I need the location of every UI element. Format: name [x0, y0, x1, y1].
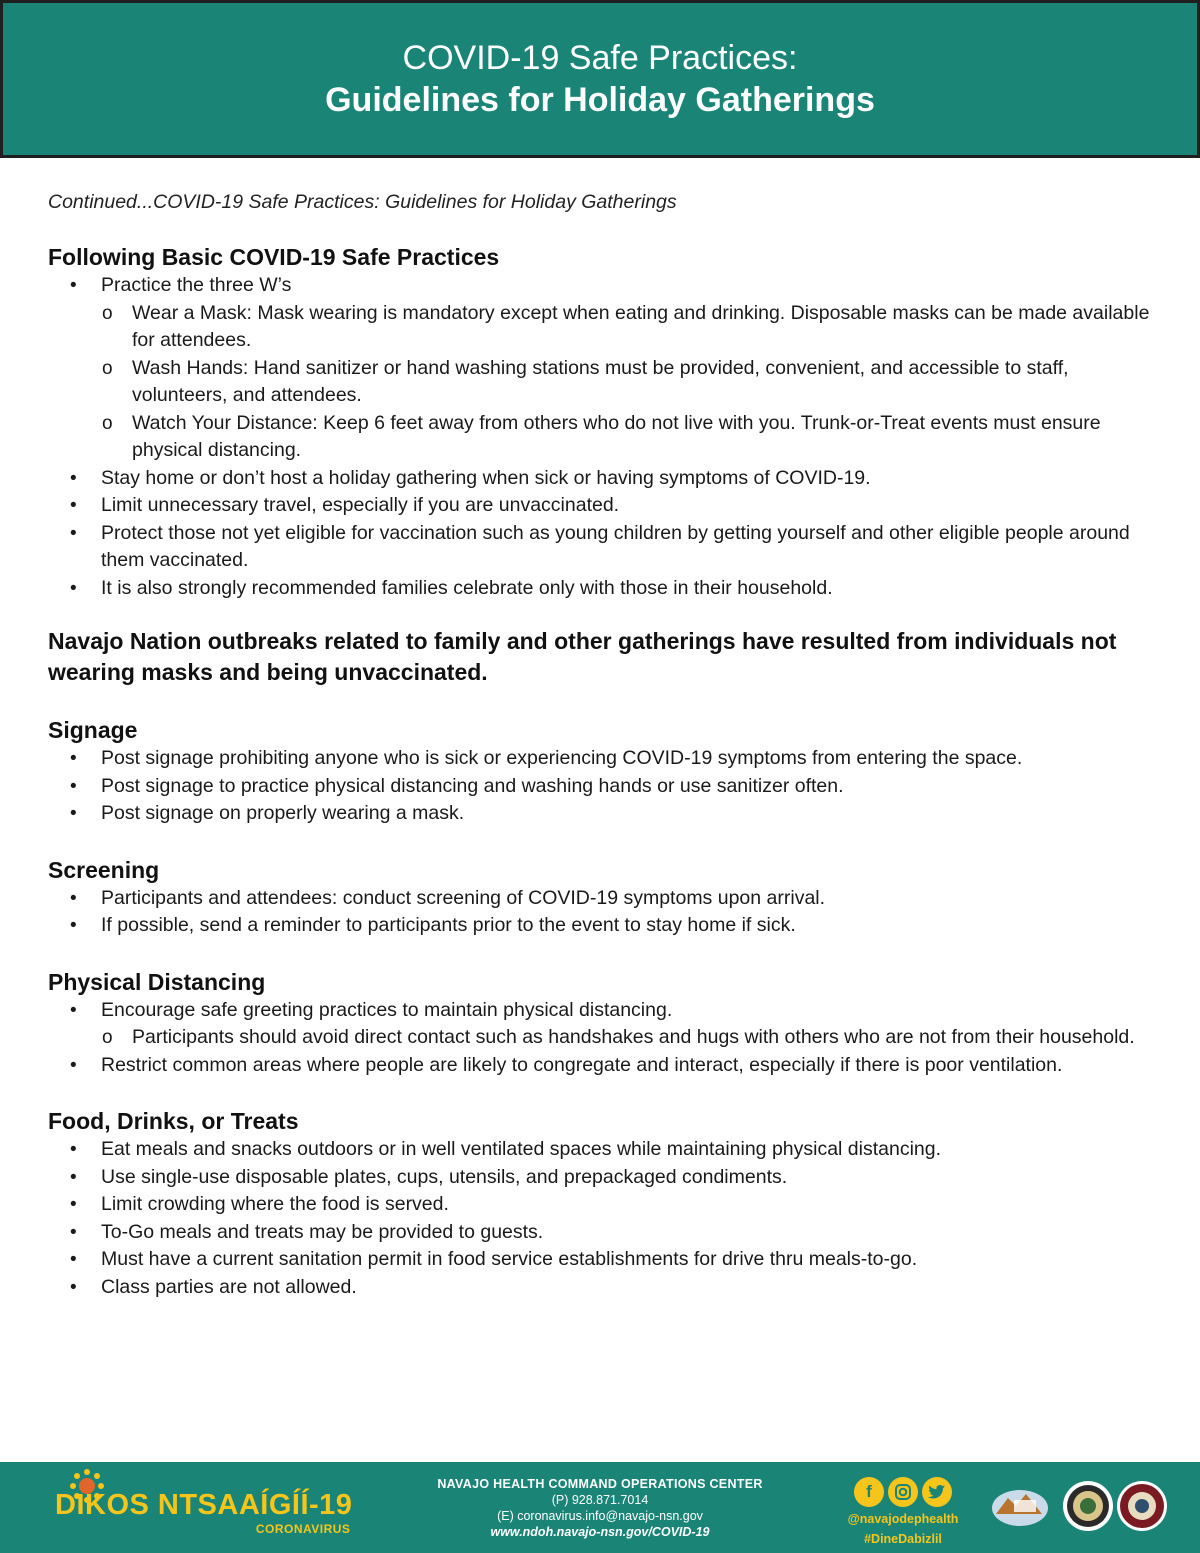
email-link[interactable]: (E) coronavirus.info@navajo-nsn.gov	[497, 1509, 703, 1523]
page-footer	[0, 1462, 1200, 1553]
social-hashtag: #DineDabizlil	[864, 1532, 942, 1546]
section-signage	[48, 715, 1158, 828]
bullet-icon: •	[70, 775, 77, 797]
bullet-icon: •	[70, 887, 77, 909]
section-title: Food, Drinks, or Treats	[48, 1108, 299, 1134]
section-title: Physical Distancing	[48, 968, 266, 995]
phone-text: (P) 928.871.7014	[551, 1493, 649, 1507]
social-handle[interactable]: @navajodephealth	[847, 1512, 959, 1526]
sub-item-text: Wear a Mask: Mask wearing is mandatory except when eating and drinking. Disposable masks can be made available for attendees.	[132, 301, 1150, 351]
bullet-icon: •	[70, 522, 77, 544]
bullet-icon: •	[70, 748, 77, 769]
list-item-text: Encourage safe greeting practices to maintain physical distancing.	[101, 998, 673, 1021]
list-item-text: Limit crowding where the food is served.	[101, 1193, 449, 1215]
instagram-icon[interactable]	[888, 1477, 918, 1507]
list-item	[48, 1274, 1158, 1302]
sub-bullet-icon: o	[102, 1027, 113, 1048]
sub-list	[101, 1024, 1158, 1052]
bullet-icon: •	[70, 1139, 77, 1160]
list-item	[48, 520, 1158, 575]
social-block	[840, 1477, 966, 1547]
section-screening	[48, 855, 1158, 940]
outbreak-statement: Navajo Nation outbreaks related to family and other gatherings have resulted from individuals not wearing masks and being unvaccinated.	[48, 628, 1117, 685]
brand-subtitle: CORONAVIRUS	[255, 1522, 351, 1536]
continued-note: Continued...COVID-19 Safe Practices: Guidelines for Holiday Gatherings	[48, 191, 677, 213]
bullet-icon: •	[70, 495, 77, 516]
header-title-line1: COVID-19 Safe Practices:	[402, 39, 798, 77]
section-title: Screening	[48, 856, 160, 883]
sub-list-item	[101, 355, 1158, 410]
social-icons	[840, 1477, 966, 1507]
sub-list-item	[101, 410, 1158, 465]
bullet-icon: •	[70, 1249, 77, 1270]
list-item-text: Must have a current sanitation permit in food service establishments for drive thru meals-to-go.	[101, 1248, 918, 1270]
bullet-icon: •	[70, 1054, 77, 1076]
list-item-text: Eat meals and snacks outdoors or in well ventilated spaces while maintaining physical distancing.	[101, 1138, 942, 1160]
list-item	[48, 745, 1158, 773]
bullet-icon: •	[70, 1194, 77, 1215]
section-physical-distancing	[48, 967, 1158, 1080]
list-item-text: Post signage to practice physical distancing and washing hands or use sanitizer often.	[101, 774, 844, 797]
bullet-list	[48, 885, 1158, 940]
list-item	[48, 272, 1158, 465]
bullet-icon: •	[70, 1221, 77, 1243]
sub-bullet-icon: o	[102, 302, 113, 324]
bullet-icon: •	[70, 999, 77, 1021]
list-item	[48, 1219, 1158, 1247]
twitter-icon[interactable]	[922, 1477, 952, 1507]
section-basic-practices	[48, 242, 1158, 602]
list-item	[48, 773, 1158, 801]
sub-bullet-icon: o	[102, 357, 113, 379]
bullet-icon: •	[70, 915, 77, 936]
bullet-icon: •	[70, 803, 77, 824]
bullet-icon: •	[70, 1166, 77, 1188]
bullet-list	[48, 1136, 1158, 1301]
list-item	[48, 575, 1158, 603]
sub-item-text: Participants should avoid direct contact such as handshakes and hugs with others who are not from their household.	[132, 1026, 1135, 1048]
list-item-text: Post signage prohibiting anyone who is sick or experiencing COVID-19 symptoms from entering the space.	[101, 747, 1023, 769]
document-body	[48, 188, 1158, 1301]
bullet-icon: •	[70, 577, 77, 599]
list-item-text: Use single-use disposable plates, cups, utensils, and prepackaged condiments.	[101, 1165, 788, 1188]
bullet-list	[48, 997, 1158, 1080]
sub-list-item	[101, 300, 1158, 355]
facebook-icon[interactable]: f	[854, 1477, 884, 1507]
list-item-text: Restrict common areas where people are likely to congregate and interact, especially if there is poor ventilation.	[101, 1053, 1063, 1076]
list-item	[48, 1136, 1158, 1164]
sub-item-text: Wash Hands: Hand sanitizer or hand washing stations must be provided, convenient, and accessible to staff, volunteers, and attendees.	[132, 356, 1069, 406]
section-title: Following Basic COVID-19 Safe Practices	[48, 244, 500, 270]
list-item	[48, 912, 1158, 940]
bullet-list	[48, 745, 1158, 828]
list-item	[48, 465, 1158, 493]
list-item	[48, 1191, 1158, 1219]
list-item-text: To-Go meals and treats may be provided to guests.	[101, 1220, 544, 1243]
list-item	[48, 1164, 1158, 1192]
brand-name: DIKOS NTSAAÍGÍÍ-19	[55, 1489, 353, 1521]
list-item	[48, 1052, 1158, 1080]
org-name: NAVAJO HEALTH COMMAND OPERATIONS CENTER	[437, 1477, 763, 1491]
sub-item-text: Watch Your Distance: Keep 6 feet away from others who do not live with you. Trunk-or-Treat events must ensure physical distancing.	[132, 411, 1101, 461]
list-item-text: Participants and attendees: conduct screening of COVID-19 symptoms upon arrival.	[101, 886, 826, 909]
website-link[interactable]: www.ndoh.navajo-nsn.gov/COVID-19	[490, 1525, 710, 1539]
bullet-icon: •	[70, 1276, 77, 1298]
sub-list	[101, 300, 1158, 465]
list-item-text: Protect those not yet eligible for vaccination such as young children by getting yourself and other eligible people around them vaccinated.	[101, 521, 1130, 571]
list-item	[48, 885, 1158, 913]
section-title: Signage	[48, 717, 138, 743]
list-item	[48, 997, 1158, 1052]
list-item-text: Class parties are not allowed.	[101, 1275, 357, 1298]
navajo-nation-seal-icon	[1062, 1480, 1114, 1532]
page-header	[0, 0, 1200, 158]
header-title-line2: Guidelines for Holiday Gatherings	[325, 81, 875, 119]
list-item-text: Stay home or don’t host a holiday gathering when sick or having symptoms of COVID-19.	[101, 466, 871, 489]
navajo-health-logo	[990, 1480, 1050, 1530]
list-item-text: Limit unnecessary travel, especially if you are unvaccinated.	[101, 494, 620, 516]
sub-list-item	[101, 1024, 1158, 1052]
list-item-text: Post signage on properly wearing a mask.	[101, 802, 465, 824]
bullet-icon: •	[70, 275, 77, 296]
list-item-text: It is also strongly recommended families celebrate only with those in their household.	[101, 576, 833, 599]
brand-logo	[55, 1488, 353, 1536]
department-seal-icon	[1116, 1480, 1168, 1532]
list-item	[48, 492, 1158, 520]
contact-info	[400, 1476, 800, 1540]
list-item-text: If possible, send a reminder to participants prior to the event to stay home if sick.	[101, 914, 796, 936]
sub-bullet-icon: o	[102, 412, 113, 434]
section-food-drinks-treats	[48, 1106, 1158, 1301]
list-item	[48, 800, 1158, 828]
bullet-list	[48, 272, 1158, 602]
list-item	[48, 1246, 1158, 1274]
list-item-text: Practice the three W’s	[101, 274, 292, 296]
bullet-icon: •	[70, 467, 77, 489]
